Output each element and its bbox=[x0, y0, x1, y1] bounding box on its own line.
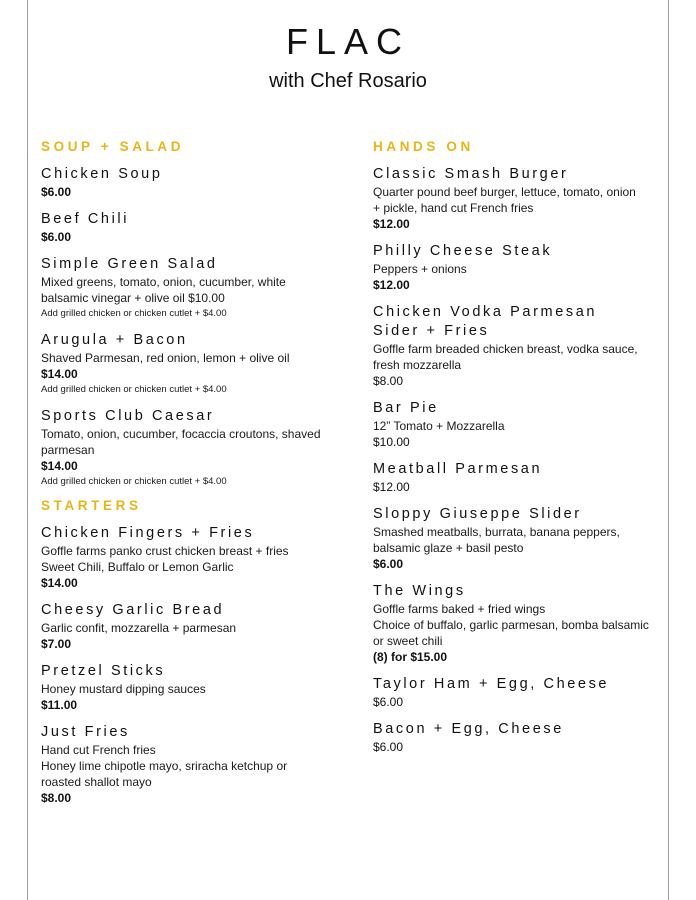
item-price: $6.00 bbox=[41, 230, 72, 244]
item-price: $12.00 bbox=[373, 217, 410, 231]
item-price: $6.00 bbox=[41, 185, 72, 199]
menu-item-cheesy-garlic-bread bbox=[41, 601, 341, 652]
item-name: Sports Club Caesar bbox=[41, 408, 215, 424]
item-description: Peppers + onions bbox=[373, 262, 467, 276]
menu-item-arugula-bacon bbox=[41, 331, 341, 397]
item-description: balsamic vinegar + olive oil $10.00 bbox=[41, 291, 225, 305]
section-title-soup-salad: SOUP + SALAD bbox=[41, 139, 185, 154]
item-name: Classic Smash Burger bbox=[373, 166, 569, 182]
section-title-starters: STARTERS bbox=[41, 498, 142, 513]
menu-item-chicken-soup bbox=[41, 165, 341, 200]
item-description: Hand cut French fries bbox=[41, 743, 156, 757]
item-description: Quarter pound beef burger, lettuce, tomato, onion bbox=[373, 185, 636, 199]
menu-item-philly-cheese-steak bbox=[373, 242, 665, 293]
item-price: $14.00 bbox=[41, 576, 78, 590]
item-description: Mixed greens, tomato, onion, cucumber, white bbox=[41, 275, 286, 289]
item-description: + pickle, hand cut French fries bbox=[373, 201, 534, 215]
restaurant-title: FLAC bbox=[285, 21, 411, 62]
item-description: balsamic glaze + basil pesto bbox=[373, 541, 524, 555]
item-name: Arugula + Bacon bbox=[41, 332, 188, 348]
chef-subtitle: with Chef Rosario bbox=[269, 70, 427, 92]
item-description: Honey lime chipotle mayo, sriracha ketchup or bbox=[41, 759, 288, 773]
item-price: $8.00 bbox=[373, 374, 404, 388]
item-name: Beef Chili bbox=[41, 211, 130, 227]
item-price: $8.00 bbox=[41, 791, 72, 805]
item-description: Goffle farms panko crust chicken breast + fries bbox=[41, 544, 289, 558]
item-name: Chicken Soup bbox=[41, 166, 163, 182]
item-name: The Wings bbox=[373, 583, 466, 599]
item-description: Honey mustard dipping sauces bbox=[41, 682, 206, 696]
menu-item-bar-pie bbox=[373, 399, 665, 450]
item-addon-note: Add grilled chicken or chicken cutlet + $4.00 bbox=[41, 384, 227, 395]
item-price: $6.00 bbox=[373, 740, 404, 754]
page-border-right bbox=[668, 0, 669, 900]
item-description: roasted shallot mayo bbox=[41, 775, 152, 789]
item-description: Tomato, onion, cucumber, focaccia croutons, shaved bbox=[41, 427, 321, 441]
menu-item-simple-green-salad bbox=[41, 255, 341, 321]
item-description: Garlic confit, mozzarella + parmesan bbox=[41, 621, 237, 635]
item-name: Bacon + Egg, Cheese bbox=[373, 721, 564, 737]
item-price: $6.00 bbox=[373, 557, 404, 571]
menu-item-sports-club-caesar bbox=[41, 407, 341, 489]
item-price: $14.00 bbox=[41, 459, 78, 473]
left-column bbox=[41, 138, 341, 806]
item-name: Just Fries bbox=[41, 724, 130, 740]
menu-item-the-wings bbox=[373, 582, 665, 665]
item-addon-note: Add grilled chicken or chicken cutlet + $4.00 bbox=[41, 476, 227, 487]
item-name: Chicken Vodka Parmesan bbox=[373, 304, 598, 320]
item-name: Sloppy Giuseppe Slider bbox=[373, 506, 582, 522]
item-name: Bar Pie bbox=[373, 400, 439, 416]
item-description: Choice of buffalo, garlic parmesan, bomba balsamic bbox=[373, 618, 649, 632]
item-price: (8) for $15.00 bbox=[373, 650, 448, 664]
menu-item-pretzel-sticks bbox=[41, 662, 341, 713]
item-description: parmesan bbox=[41, 443, 95, 457]
item-price: $12.00 bbox=[373, 480, 410, 494]
page-border-left bbox=[27, 0, 28, 900]
item-name-continued: Sider + Fries bbox=[373, 323, 490, 339]
section-title-hands-on: HANDS ON bbox=[373, 139, 474, 154]
item-name: Meatball Parmesan bbox=[373, 461, 543, 477]
item-description: Smashed meatballs, burrata, banana peppers, bbox=[373, 525, 620, 539]
item-name: Taylor Ham + Egg, Cheese bbox=[373, 676, 610, 692]
item-name: Cheesy Garlic Bread bbox=[41, 602, 225, 618]
item-description: 12” Tomato + Mozzarella bbox=[373, 419, 505, 433]
menu-item-beef-chili bbox=[41, 210, 341, 245]
item-price: $12.00 bbox=[373, 278, 410, 292]
item-price: $7.00 bbox=[41, 637, 72, 651]
item-price: $11.00 bbox=[41, 698, 78, 712]
item-description: fresh mozzarella bbox=[373, 358, 462, 372]
item-name: Pretzel Sticks bbox=[41, 663, 166, 679]
item-name: Simple Green Salad bbox=[41, 256, 218, 272]
item-description: Goffle farm breaded chicken breast, vodka sauce, bbox=[373, 342, 638, 356]
item-description: Sweet Chili, Buffalo or Lemon Garlic bbox=[41, 560, 234, 574]
item-price: $14.00 bbox=[41, 367, 78, 381]
item-price: $6.00 bbox=[373, 695, 404, 709]
menu-item-meatball-parmesan bbox=[373, 460, 665, 495]
menu-item-sloppy-giuseppe-slider bbox=[373, 505, 665, 572]
item-description: or sweet chili bbox=[373, 634, 443, 648]
item-addon-note: Add grilled chicken or chicken cutlet + $4.00 bbox=[41, 308, 227, 319]
menu-item-bacon-egg-cheese bbox=[373, 720, 665, 755]
right-column bbox=[373, 138, 665, 755]
menu-item-classic-smash-burger bbox=[373, 165, 665, 232]
menu-item-chicken-fingers bbox=[41, 524, 341, 591]
item-description: Shaved Parmesan, red onion, lemon + olive oil bbox=[41, 351, 290, 365]
item-name: Chicken Fingers + Fries bbox=[41, 525, 255, 541]
item-price: $10.00 bbox=[373, 435, 410, 449]
menu-item-taylor-ham-egg-cheese bbox=[373, 675, 665, 710]
menu-item-chicken-vodka-parmesan bbox=[373, 303, 665, 389]
item-name: Philly Cheese Steak bbox=[373, 243, 553, 259]
item-description: Goffle farms baked + fried wings bbox=[373, 602, 546, 616]
menu-item-just-fries bbox=[41, 723, 341, 806]
